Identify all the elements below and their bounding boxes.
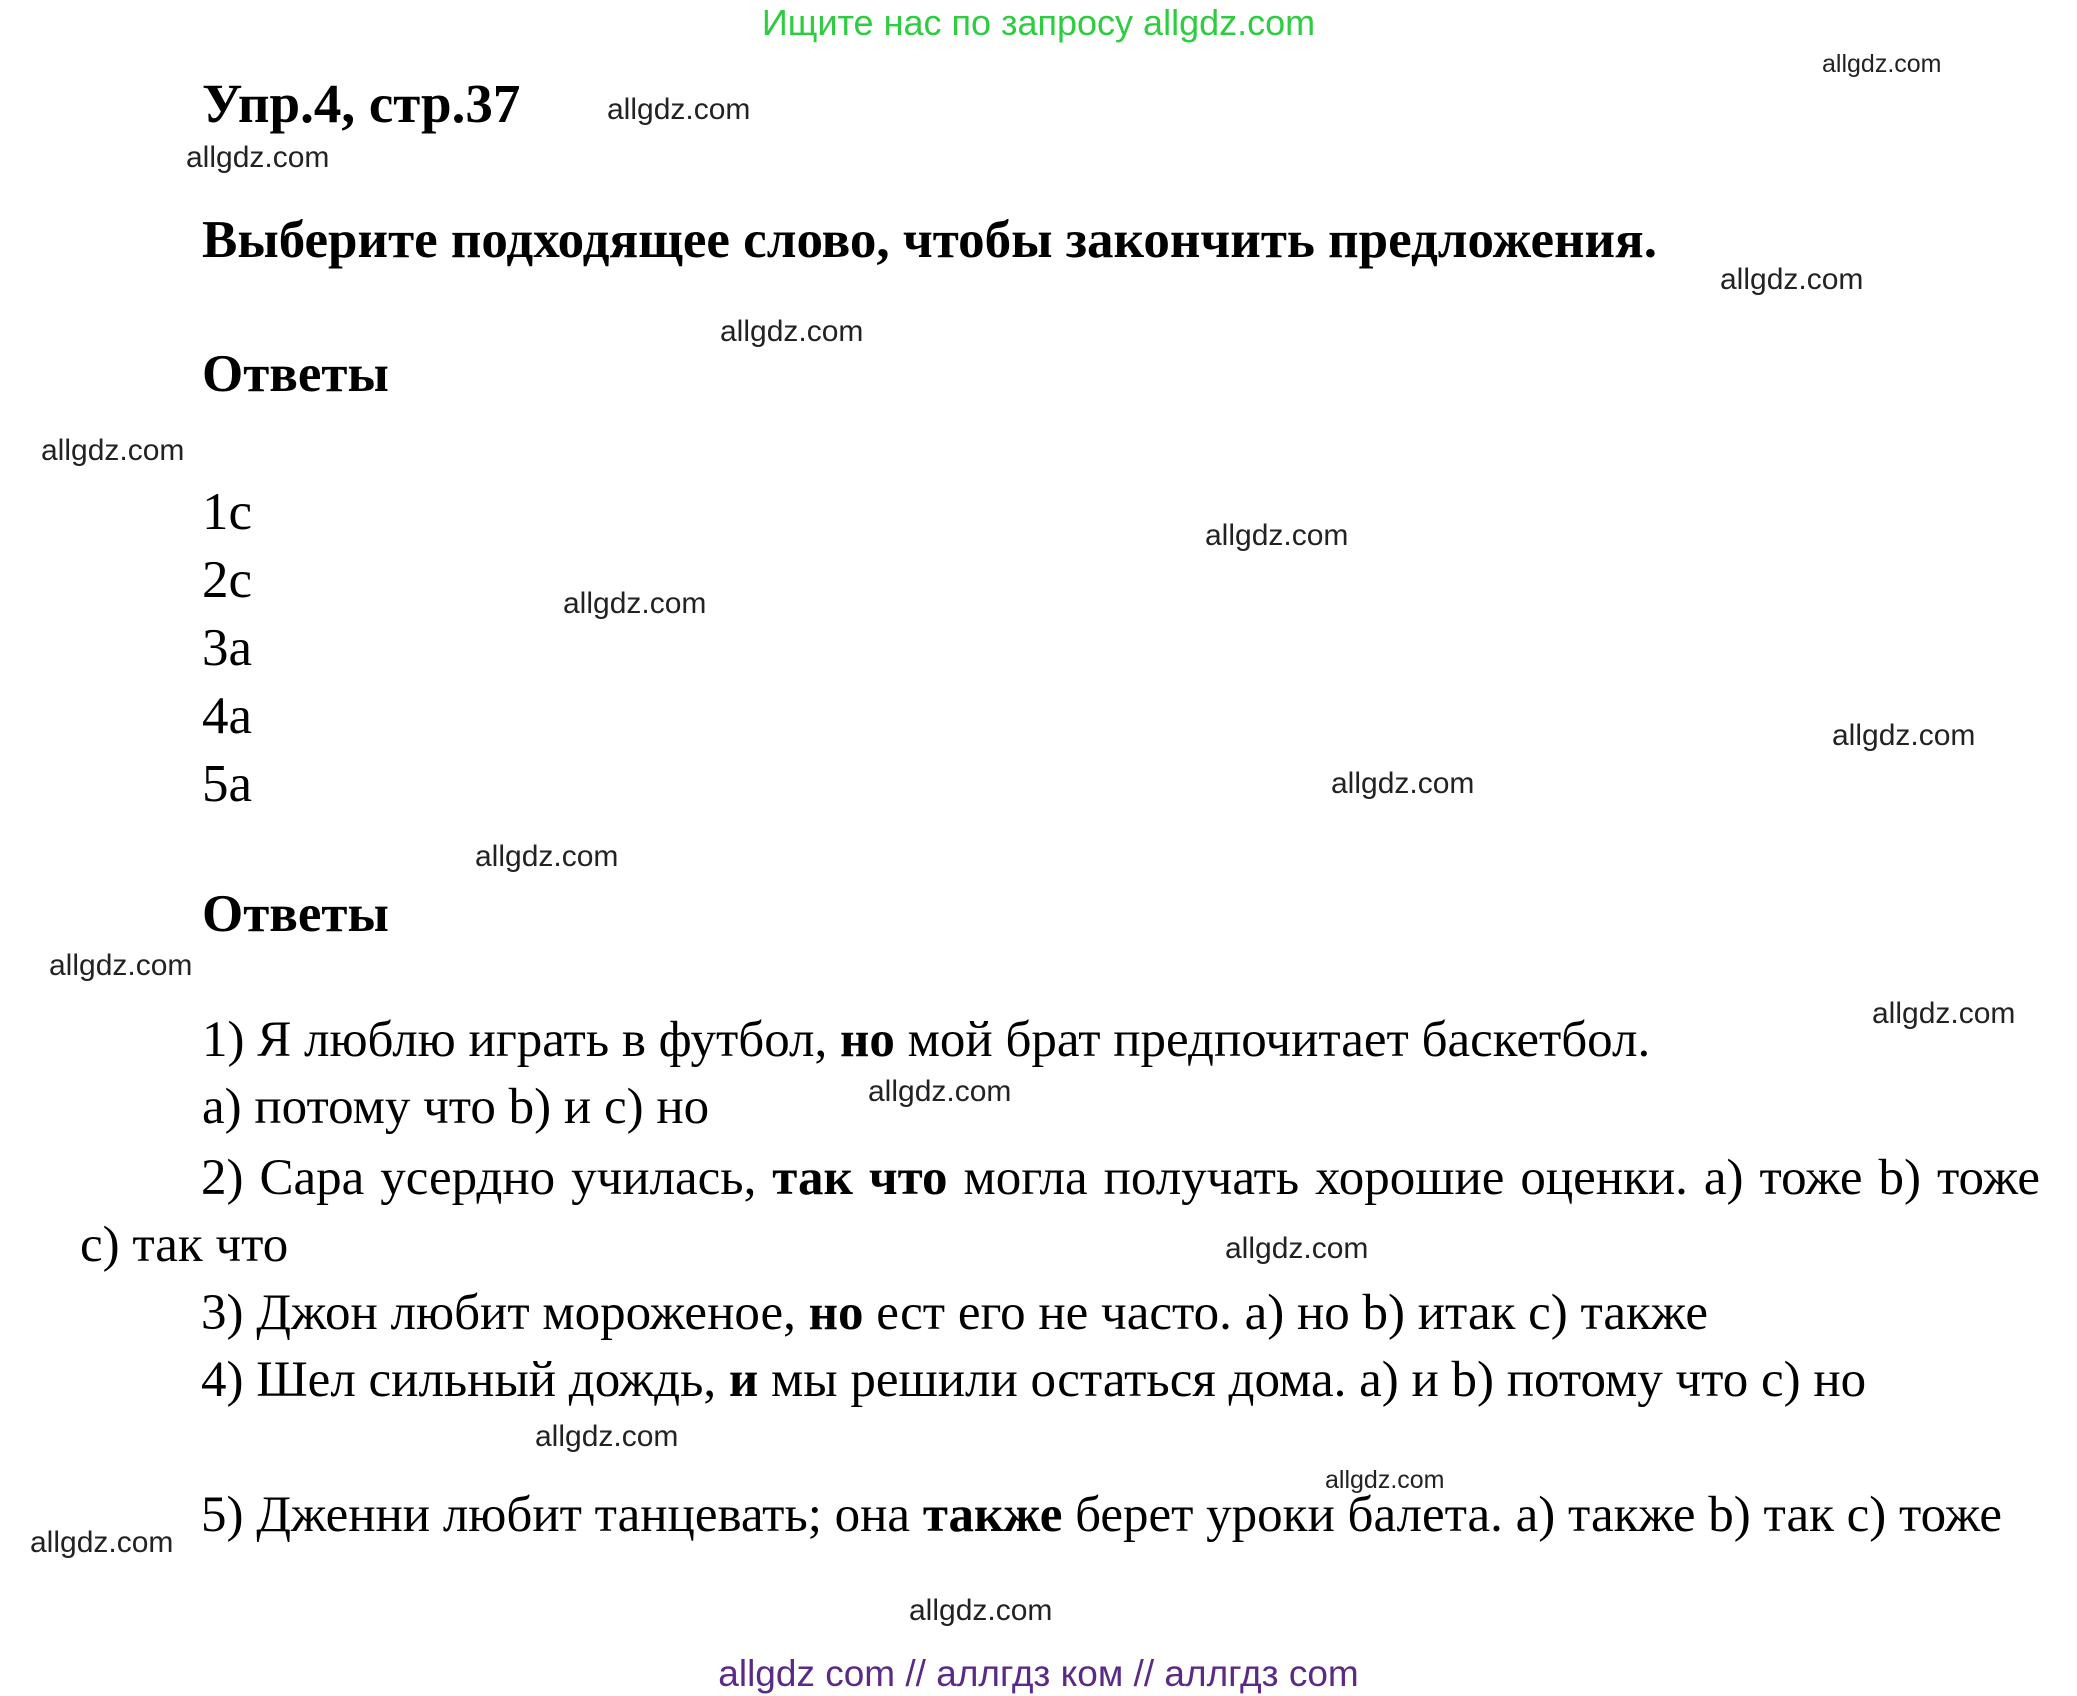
short-answer-1: 1c	[202, 483, 253, 541]
watermark: allgdz.com	[49, 949, 193, 982]
answer-item-2	[80, 1145, 2040, 1279]
answer-4-post: мы решили остаться дома. a) и b) потому что c) но	[758, 1352, 1867, 1408]
answer-1-options: a) потому что b) и c) но	[202, 1079, 710, 1135]
answer-1-post: мой брат предпочитает баскетбол.	[894, 1012, 1651, 1068]
exercise-instruction: Выберите подходящее слово, чтобы закончить предложения.	[202, 211, 1657, 269]
answer-item-4	[80, 1347, 2040, 1414]
watermark: allgdz.com	[30, 1526, 174, 1559]
watermark: allgdz.com	[1331, 767, 1475, 800]
watermark: allgdz.com	[1325, 1466, 1445, 1494]
short-answer-3: 3a	[202, 619, 253, 677]
short-answer-4: 4a	[202, 687, 253, 745]
short-answer-2: 2c	[202, 551, 253, 609]
answer-4-pre: 4) Шел сильный дождь,	[201, 1352, 729, 1408]
page-title: Упр.4, стр.37	[202, 73, 521, 134]
watermark: allgdz.com	[1205, 519, 1349, 552]
answer-item-3	[80, 1280, 2040, 1347]
watermark: allgdz.com	[1872, 997, 2016, 1030]
answer-5-post: берет уроки балета. a) также b) так c) тоже	[1062, 1487, 2003, 1543]
answer-2-bold: так что	[772, 1150, 948, 1206]
watermark: allgdz.com	[475, 840, 619, 873]
answer-1-sentence	[202, 1011, 1650, 1069]
top-banner: Ищите нас по запросу allgdz.com	[761, 2, 1316, 43]
answer-3-bold: но	[808, 1285, 864, 1341]
answers-heading-2: Ответы	[202, 885, 389, 943]
answer-item-5	[80, 1482, 2040, 1549]
watermark: allgdz.com	[563, 587, 707, 620]
watermark: allgdz.com	[1225, 1232, 1369, 1265]
short-answer-5: 5a	[202, 755, 253, 813]
answers-heading-1: Ответы	[202, 345, 389, 403]
watermark: allgdz.com	[607, 93, 751, 126]
watermark: allgdz.com	[909, 1594, 1053, 1627]
footer-links: allgdz com // аллгдз ком // аллгдз com	[718, 1653, 1359, 1694]
answer-2-pre: 2) Сара усердно училась,	[201, 1150, 773, 1206]
watermark: allgdz.com	[1832, 719, 1976, 752]
answer-3-pre: 3) Джон любит мороженое,	[201, 1285, 809, 1341]
answer-5-bold: также	[922, 1487, 1063, 1543]
watermark: allgdz.com	[720, 315, 864, 348]
answer-1-bold: но	[839, 1012, 895, 1068]
answer-4-bold: и	[728, 1352, 759, 1408]
answer-3-post: ест его не часто. a) но b) итак c) также	[863, 1285, 1709, 1341]
watermark: allgdz.com	[535, 1420, 679, 1453]
watermark: allgdz.com	[868, 1075, 1012, 1108]
watermark: allgdz.com	[1822, 50, 1942, 78]
answer-2-post: могла получать хорошие оценки. a) тоже b) тоже c) так что	[80, 1150, 2040, 1273]
watermark: allgdz.com	[186, 141, 330, 174]
watermark: allgdz.com	[1720, 263, 1864, 296]
answer-5-pre: 5) Дженни любит танцевать; она	[201, 1487, 923, 1543]
answer-1-pre: 1) Я люблю играть в футбол,	[202, 1012, 840, 1068]
watermark: allgdz.com	[41, 434, 185, 467]
